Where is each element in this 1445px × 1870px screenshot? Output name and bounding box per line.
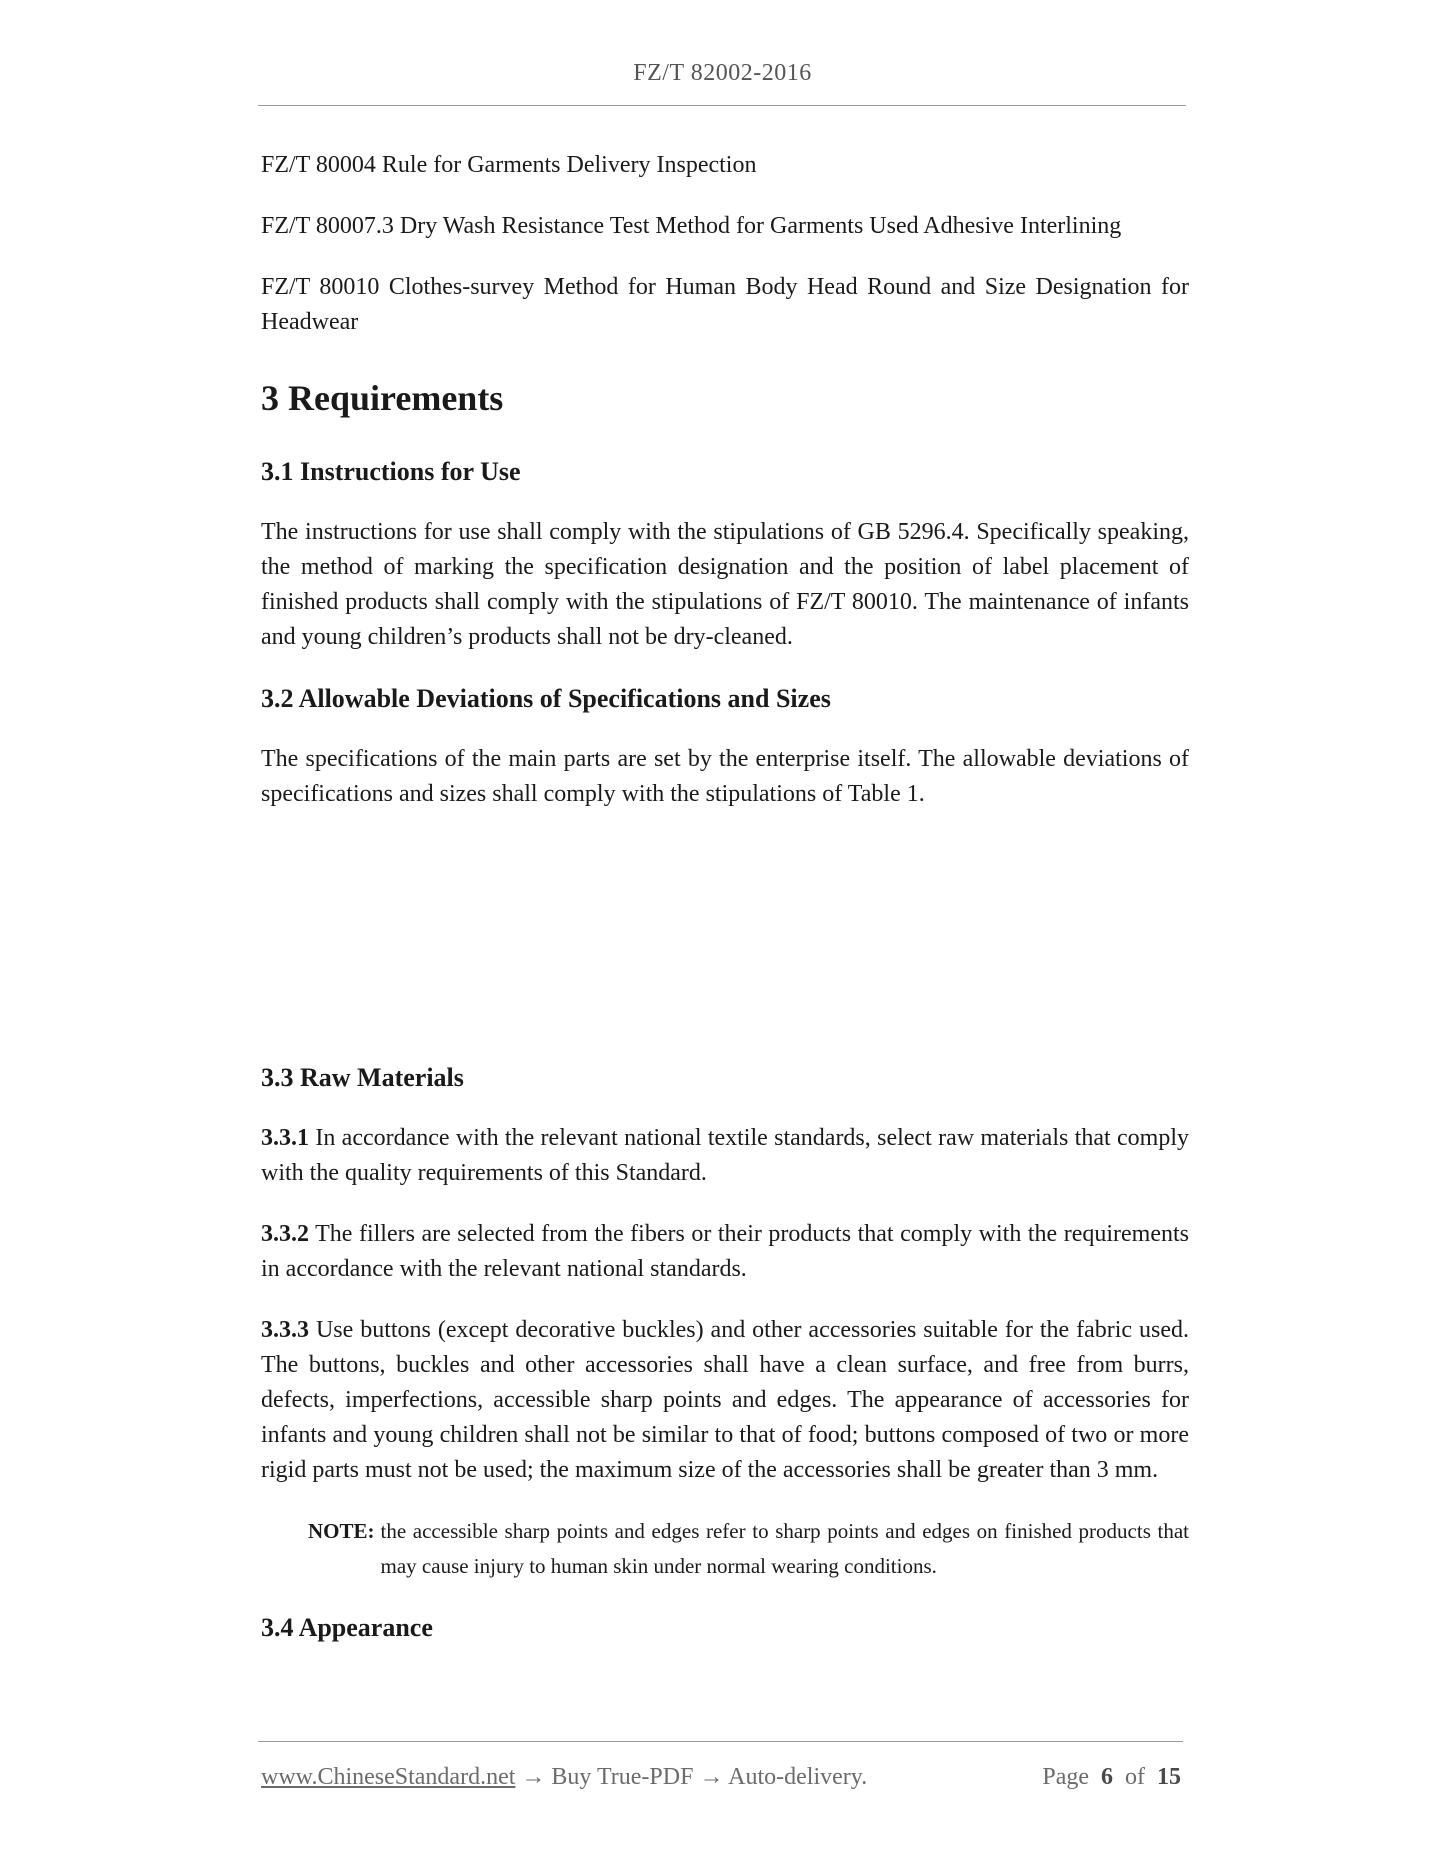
reference-fz-t-80007-3: FZ/T 80007.3 Dry Wash Resistance Test Method for Garments Used Adhesive Interlining xyxy=(261,213,1122,239)
footer-buy-text: Buy True-PDF xyxy=(551,1764,694,1790)
footer-divider xyxy=(258,1741,1183,1742)
section-3-heading: 3 Requirements xyxy=(261,378,504,418)
page-number xyxy=(1042,1760,1181,1794)
of-word: of xyxy=(1125,1764,1145,1790)
section-3-2-heading: 3.2 Allowable Deviations of Specifications and Sizes xyxy=(261,684,831,713)
clause-3-3-1 xyxy=(261,1121,1189,1191)
footer-delivery-text: Auto-delivery. xyxy=(728,1764,868,1790)
clause-3-3-3-number: 3.3.3 xyxy=(261,1317,309,1343)
clause-3-3-3-text: Use buttons (except decorative buckles) and other accessories suitable for the fabric used. The buttons, buckles and other accessories shall have a clean surface, and free from burrs, defects, imperfections, accessible sharp points and edges. The appearance of accessories for infants and young children shall not be similar to that of food; buttons composed of two or more rigid parts must not be used; the maximum size of the accessories shall be greater than 3 mm. xyxy=(261,1317,1189,1483)
clause-3-3-2-text: The fillers are selected from the fibers or their products that comply with the requirements in accordance with the relevant national standards. xyxy=(261,1221,1189,1282)
section-3-3-heading: 3.3 Raw Materials xyxy=(261,1063,464,1092)
note-label: NOTE: xyxy=(308,1519,375,1543)
note-text: the accessible sharp points and edges refer to sharp points and edges on finished products that may cause injury to human skin under normal wearing conditions. xyxy=(380,1519,1189,1578)
note-block xyxy=(308,1514,1189,1584)
total-page-number: 15 xyxy=(1157,1764,1181,1790)
section-3-1-heading: 3.1 Instructions for Use xyxy=(261,457,521,486)
header-divider xyxy=(258,105,1186,106)
section-3-2-text: The specifications of the main parts are set by the enterprise itself. The allowable deviations of specifications and sizes shall comply with the stipulations of Table 1. xyxy=(261,746,1189,807)
current-page-number: 6 xyxy=(1101,1764,1113,1790)
footer-promo xyxy=(261,1760,867,1794)
clause-3-3-1-text: In accordance with the relevant national textile standards, select raw materials that comply with the quality requirements of this Standard. xyxy=(261,1125,1189,1186)
footer-arrow-2: → xyxy=(693,1764,729,1790)
section-3-1-text: The instructions for use shall comply with the stipulations of GB 5296.4. Specifically speaking, the method of marking the specification designation and the position of label placement of finished products shall comply with the stipulations of FZ/T 80010. The maintenance of infants and young children’s products shall not be dry-cleaned. xyxy=(261,519,1189,650)
page-word: Page xyxy=(1042,1764,1089,1790)
reference-fz-t-80010: FZ/T 80010 Clothes-survey Method for Human Body Head Round and Size Designation for Headwear xyxy=(261,274,1189,335)
section-3-4-heading: 3.4 Appearance xyxy=(261,1613,433,1642)
blank-space xyxy=(261,812,1189,1060)
footer-arrow-1: → xyxy=(515,1764,552,1790)
clause-3-3-3 xyxy=(261,1313,1189,1488)
footer-site-link[interactable]: www.ChineseStandard.net xyxy=(261,1764,516,1790)
clause-3-3-2-number: 3.3.2 xyxy=(261,1221,309,1247)
clause-3-3-2 xyxy=(261,1217,1189,1287)
reference-fz-t-80004: FZ/T 80004 Rule for Garments Delivery Inspection xyxy=(261,152,757,178)
header-document-code: FZ/T 82002-2016 xyxy=(633,60,812,86)
clause-3-3-1-number: 3.3.1 xyxy=(261,1125,309,1151)
document-body xyxy=(261,148,1189,1645)
